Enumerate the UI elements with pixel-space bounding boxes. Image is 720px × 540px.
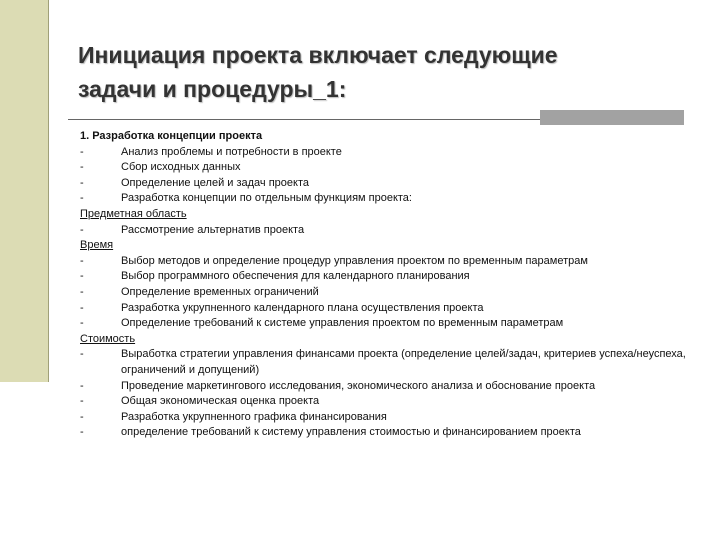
list-item — [80, 347, 700, 378]
list-item — [80, 176, 700, 192]
list-item — [80, 269, 700, 285]
slide-title — [78, 38, 678, 106]
slide-body — [80, 129, 700, 441]
list-item — [80, 316, 700, 332]
subsection-label-scope: Предметная область — [80, 207, 187, 220]
list-item-text: Выбор методов и определение процедур управления проектом по временным параметрам — [121, 254, 588, 267]
dash-bullet: - — [80, 145, 84, 158]
list-item-text: Сбор исходных данных — [121, 161, 241, 174]
list-item-text: Выработка стратегии управления финансами проекта (определение целей/задач, критериев успеха/неуспеха, ограничений и допущений) — [121, 348, 686, 376]
dash-bullet: - — [80, 223, 84, 236]
list-item-text: Определение временных ограничений — [121, 285, 319, 298]
dash-bullet: - — [80, 426, 84, 439]
list-item-text: Разработка концепции по отдельным функциям проекта: — [121, 192, 412, 205]
list-item — [80, 394, 700, 410]
left-decorative-band — [0, 0, 48, 382]
dash-bullet: - — [80, 379, 84, 392]
list-item — [80, 254, 700, 270]
title-divider-block — [540, 110, 684, 125]
dash-bullet: - — [80, 395, 84, 408]
dash-bullet: - — [80, 410, 84, 423]
dash-bullet: - — [80, 285, 84, 298]
left-band-border — [48, 0, 49, 382]
list-item-text: Определение требований к системе управления проектом по временным параметрам — [121, 317, 564, 330]
dash-bullet: - — [80, 270, 84, 283]
dash-bullet: - — [80, 254, 84, 267]
list-item-text: Проведение маркетингового исследования, экономического анализа и обоснование проекта — [121, 379, 596, 392]
list-item — [80, 285, 700, 301]
list-item-text: Рассмотрение альтернатив проекта — [121, 223, 305, 236]
section-heading: 1. Разработка концепции проекта — [80, 130, 263, 142]
list-item — [80, 379, 700, 395]
list-item-text: Определение целей и задач проекта — [121, 176, 309, 189]
dash-bullet: - — [80, 317, 84, 330]
list-item — [80, 223, 700, 239]
subsection-label-time: Время — [80, 239, 114, 252]
title-divider-line — [68, 119, 540, 120]
list-item — [80, 160, 700, 176]
list-item-text: Разработка укрупненного графика финансирования — [121, 410, 387, 423]
list-item — [80, 410, 700, 426]
slide-title-line-1: Инициация проекта включает следующие — [78, 42, 558, 68]
list-item-text: Анализ проблемы и потребности в проекте — [121, 145, 342, 158]
dash-bullet: - — [80, 348, 84, 361]
dash-bullet: - — [80, 161, 84, 174]
list-item-text: Выбор программного обеспечения для календарного планирования — [121, 270, 470, 283]
dash-bullet: - — [80, 176, 84, 189]
list-item — [80, 301, 700, 317]
list-item — [80, 145, 700, 161]
list-item-text: определение требований к систему управления стоимостью и финансированием проекта — [121, 426, 581, 439]
dash-bullet: - — [80, 192, 84, 205]
list-item-text: Общая экономическая оценка проекта — [121, 395, 320, 408]
subsection-label-cost: Стоимость — [80, 332, 136, 345]
dash-bullet: - — [80, 301, 84, 314]
slide-title-line-2: задачи и процедуры_1: — [78, 76, 347, 102]
list-item — [80, 425, 700, 441]
list-item-text: Разработка укрупненного календарного плана осуществления проекта — [121, 301, 484, 314]
list-item — [80, 191, 700, 207]
